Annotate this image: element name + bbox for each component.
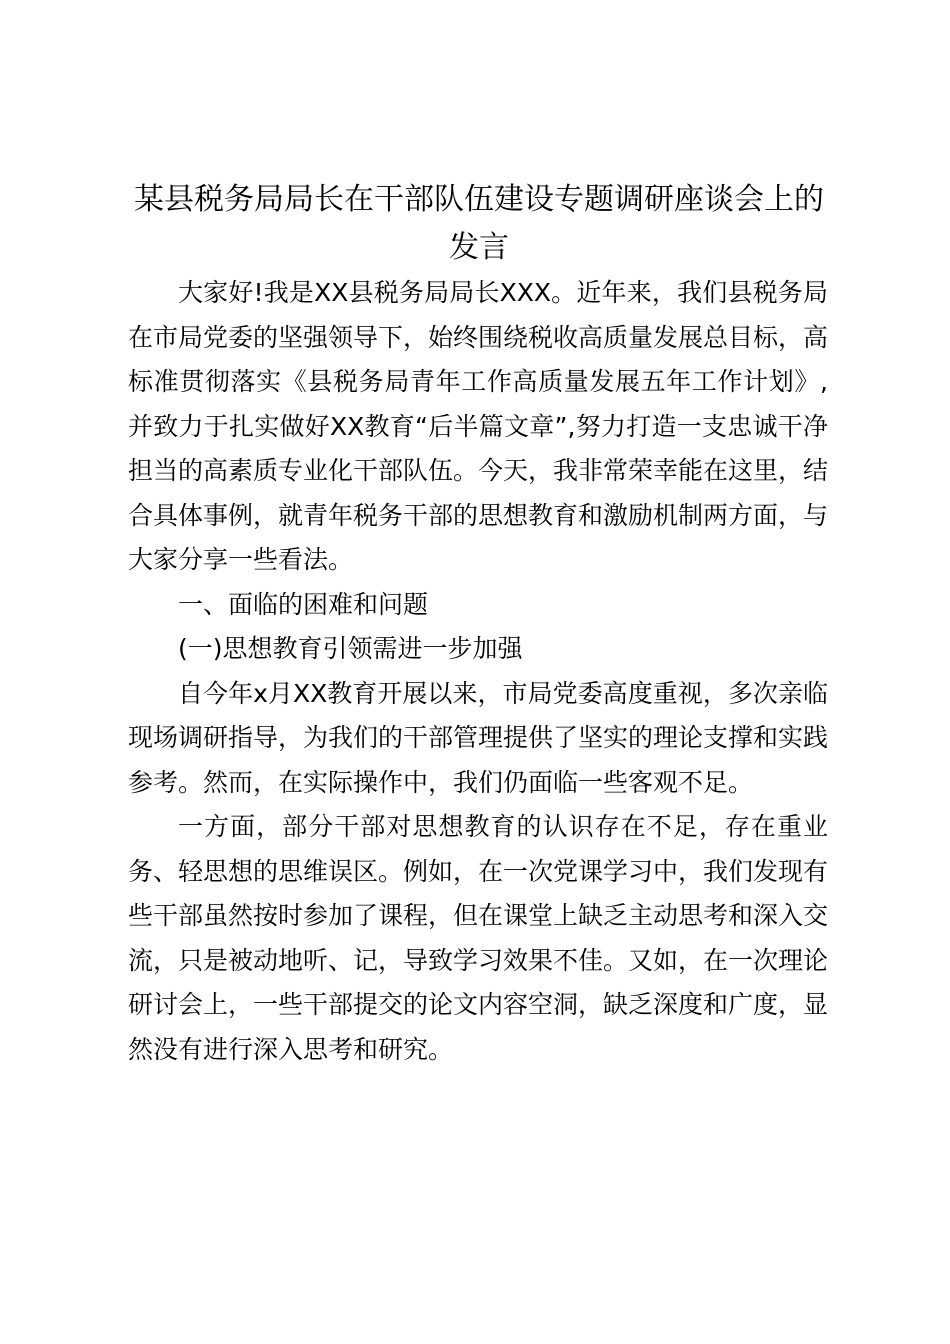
body-paragraph: 一方面，部分干部对思想教育的认识存在不足，存在重业务、轻思想的思维误区。例如，在一次党课学习中，我们发现有些干部虽然按时参加了课程，但在课堂上缺乏主动思考和深入交流，只是被动地听、记，导致学习效果不佳。又如，在一次理论研讨会上，一些干部提交的论文内容空洞，缺乏深度和广度，显然没有进行深入思考和研究。 xyxy=(128,812,829,1064)
section-heading: 一、面临的困难和问题 xyxy=(178,589,429,619)
subsection-heading: (一)思想教育引领需进一步加强 xyxy=(178,634,523,663)
document-body xyxy=(128,271,828,1072)
intro-paragraph: 大家好!我是XX县税务局局长XXX。近年来，我们县税务局在市局党委的坚强领导下，始终围绕税收高质量发展总目标，高标准贯彻落实《县税务局青年工作高质量发展五年工作计划》,并致力于扎实做好XX教育“后半篇文章”,努力打造一支忠诚干净担当的高素质专业化干部队伍。今天，我非常荣幸能在这里，结合具体事例，就青年税务干部的思想教育和激励机制两方面，与大家分享一些看法。 xyxy=(128,278,829,574)
body-paragraph: 自今年x月XX教育开展以来，市局党委高度重视，多次亲临现场调研指导，为我们的干部管理提供了坚实的理论支撑和实践参考。然而，在实际操作中，我们仍面临一些客观不足。 xyxy=(128,678,829,797)
document-title: 某县税务局局长在干部队伍建设专题调研座谈会上的发言 xyxy=(134,182,824,265)
